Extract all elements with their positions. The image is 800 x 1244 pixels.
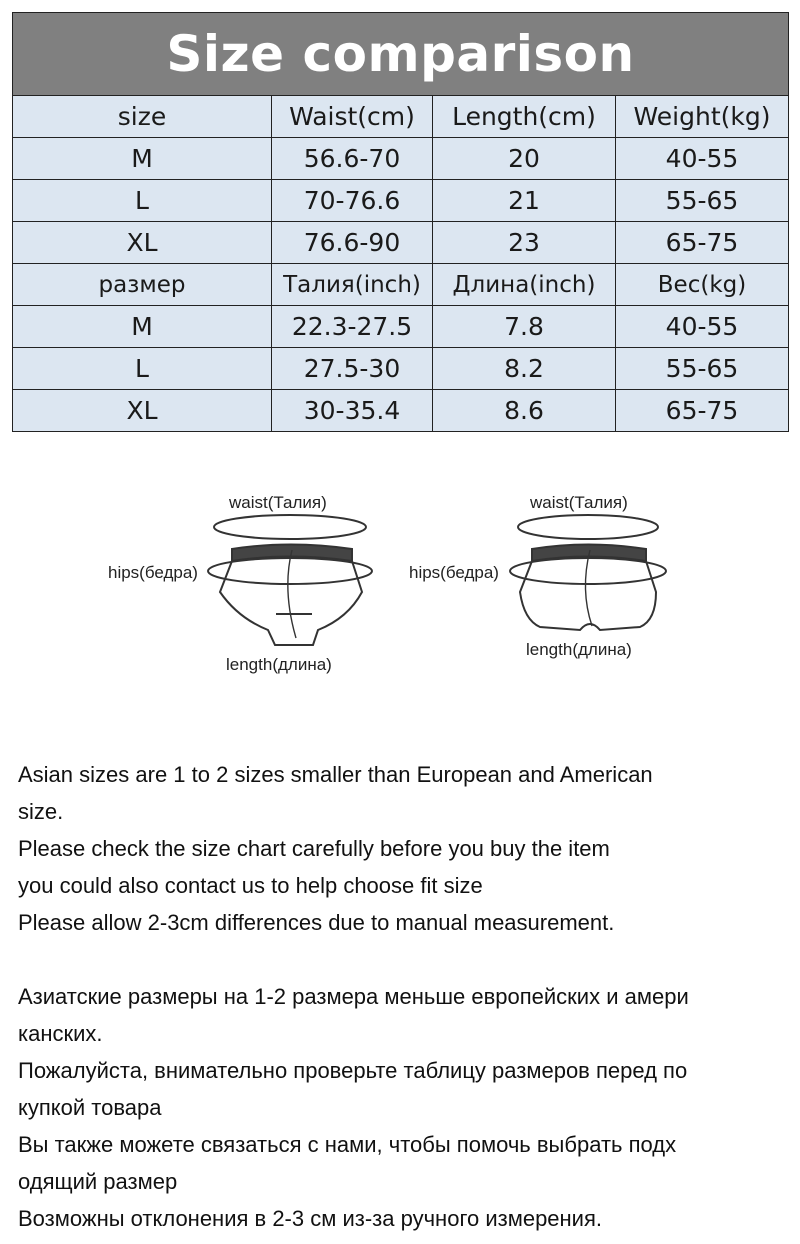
note-line-en: size. xyxy=(18,799,64,824)
header-cell: size xyxy=(13,96,272,138)
note-line-ru: одящий размер xyxy=(18,1169,178,1194)
measurement-diagrams xyxy=(0,470,800,700)
size-notes xyxy=(18,756,788,1237)
table-cell: 40-55 xyxy=(616,138,789,180)
header-cell: Длина(inch) xyxy=(433,264,616,306)
brief-outline xyxy=(220,561,362,645)
note-line-ru: Азиатские размеры на 1-2 размера меньше европейских и амери xyxy=(18,984,689,1009)
size-comparison-table xyxy=(12,12,789,432)
note-line-en: Please check the size chart carefully before you buy the item xyxy=(18,836,610,861)
table-cell: 21 xyxy=(433,180,616,222)
table-cell: M xyxy=(13,138,272,180)
left-hips-label: hips(бедра) xyxy=(108,563,198,582)
table-cell: 8.6 xyxy=(433,390,616,432)
table-cell: 70-76.6 xyxy=(272,180,433,222)
header-cell: Талия(inch) xyxy=(272,264,433,306)
table-cell: XL xyxy=(13,222,272,264)
left-length-label: length(длина) xyxy=(226,655,332,674)
table-cell: 7.8 xyxy=(433,306,616,348)
table-cell: L xyxy=(13,180,272,222)
table-cell: 22.3-27.5 xyxy=(272,306,433,348)
table-row xyxy=(13,390,789,432)
table-cell: 56.6-70 xyxy=(272,138,433,180)
note-line-ru: Пожалуйста, внимательно проверьте таблицу размеров перед по xyxy=(18,1058,688,1083)
note-line-en: you could also contact us to help choose fit size xyxy=(18,873,483,898)
table-row xyxy=(13,306,789,348)
table-row xyxy=(13,180,789,222)
boxer-outline xyxy=(520,561,656,630)
note-line-ru: купкой товара xyxy=(18,1095,162,1120)
table-cell: 20 xyxy=(433,138,616,180)
table-title: Size comparison xyxy=(13,13,789,96)
spacer xyxy=(18,941,788,978)
table-cell: 55-65 xyxy=(616,180,789,222)
note-line-ru: канских. xyxy=(18,1021,103,1046)
table-cell: 55-65 xyxy=(616,348,789,390)
waist-ellipse xyxy=(518,515,658,539)
right-hips-label: hips(бедра) xyxy=(409,563,499,582)
table-cell: 76.6-90 xyxy=(272,222,433,264)
table-cell: L xyxy=(13,348,272,390)
table-row xyxy=(13,138,789,180)
table-row xyxy=(13,222,789,264)
header-cell: Length(cm) xyxy=(433,96,616,138)
table-cell: 65-75 xyxy=(616,222,789,264)
header-cell: Waist(cm) xyxy=(272,96,433,138)
length-line xyxy=(288,550,296,638)
table-cell: 40-55 xyxy=(616,306,789,348)
table-cell: XL xyxy=(13,390,272,432)
note-line-ru: Вы также можете связаться с нами, чтобы помочь выбрать подх xyxy=(18,1132,677,1157)
note-line-en: Asian sizes are 1 to 2 sizes smaller than European and American xyxy=(18,762,653,787)
header-cell: Weight(kg) xyxy=(616,96,789,138)
table-cell: M xyxy=(13,306,272,348)
header-cell: размер xyxy=(13,264,272,306)
table-header-row-en xyxy=(13,96,789,138)
table-row xyxy=(13,348,789,390)
boxer-diagram xyxy=(510,515,666,630)
left-waist-label: waist(Талия) xyxy=(229,493,327,512)
waist-ellipse xyxy=(214,515,366,539)
length-line xyxy=(585,550,592,626)
brief-diagram xyxy=(208,515,372,645)
table-cell: 23 xyxy=(433,222,616,264)
table-header-row-ru xyxy=(13,264,789,306)
table-cell: 30-35.4 xyxy=(272,390,433,432)
right-length-label: length(длина) xyxy=(526,640,632,659)
table-cell: 65-75 xyxy=(616,390,789,432)
note-line-en: Please allow 2-3cm differences due to manual measurement. xyxy=(18,910,615,935)
table-cell: 8.2 xyxy=(433,348,616,390)
diagram-svg xyxy=(0,470,800,700)
table-title-row xyxy=(13,13,789,96)
note-line-ru: Возможны отклонения в 2-3 см из-за ручного измерения. xyxy=(18,1206,602,1231)
table-cell: 27.5-30 xyxy=(272,348,433,390)
header-cell: Вес(kg) xyxy=(616,264,789,306)
right-waist-label: waist(Талия) xyxy=(530,493,628,512)
